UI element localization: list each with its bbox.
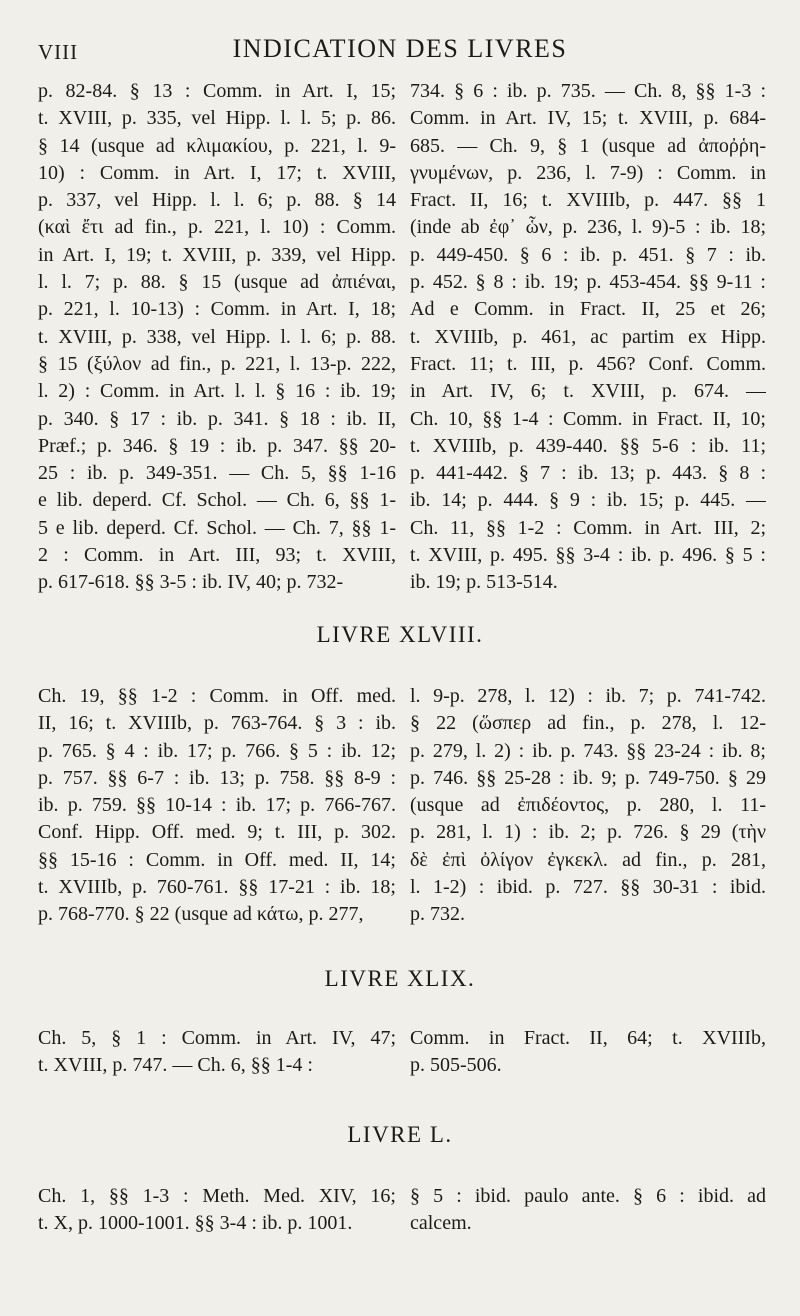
text-line: p. 505-506. [410, 1054, 502, 1077]
text-line: ib. p. 759. §§ 10-14 : ib. 17; p. 766-767. [38, 794, 396, 817]
text-line: Comm. in Fract. II, 64; t. XVIIIb, [410, 1027, 766, 1049]
text-line: γνυμένων, p. 236, l. 7-9) : Comm. in [410, 161, 766, 184]
text-line: (inde ab ἐφ᾽ ὧν, p. 236, l. 9)-5 : ib. 18; [410, 216, 766, 239]
text-line: in Art. I, 19; t. XVIII, p. 339, vel Hipp. [38, 243, 396, 266]
text-line: Præf.; p. 346. § 19 : ib. p. 347. §§ 20- [38, 434, 396, 457]
text-line: p. 281, l. 1) : ib. 2; p. 726. § 29 (τὴν [410, 821, 766, 844]
text-line: 2 : Comm. in Art. III, 93; t. XVIII, [38, 544, 396, 567]
text-line: t. XVIIIb, p. 439-440. §§ 5-6 : ib. 11; [410, 434, 766, 457]
text-line: § 14 (usque ad κλιμακίου, p. 221, l. 9- [38, 134, 396, 157]
section-title-livre-l: LIVRE L. [347, 1122, 453, 1147]
text-line: II, 16; t. XVIIIb, p. 763-764. § 3 : ib. [38, 712, 396, 735]
text-line: t. XVIII, p. 338, vel Hipp. l. l. 6; p. 88. [38, 325, 396, 348]
text-line: p. 617-618. §§ 3-5 : ib. IV, 40; p. 732- [38, 571, 344, 594]
text-line: t. XVIII, p. 495. §§ 3-4 : ib. p. 496. § 5 : [410, 544, 766, 567]
page-number: VIII [38, 40, 79, 64]
text-line: l. 2) : Comm. in Art. l. l. § 16 : ib. 19; [38, 380, 396, 403]
text-line: (usque ad ἐπιδέοντος, p. 280, l. 11- [410, 794, 766, 817]
l-right-column [410, 1183, 766, 1238]
text-line: p. 221, l. 10-13) : Comm. in Art. I, 18; [38, 298, 396, 321]
text-line: p. 732. [410, 903, 465, 926]
text-line: t. X, p. 1000-1001. §§ 3-4 : ib. p. 1001. [38, 1212, 353, 1235]
text-line: (καὶ ἔτι ad fin., p. 221, l. 10) : Comm. [38, 216, 396, 239]
running-title: INDICATION DES LIVRES [232, 34, 568, 63]
text-line: 734. § 6 : ib. p. 735. — Ch. 8, §§ 1-3 : [410, 80, 766, 102]
section-title-livre-xlix: LIVRE XLIX. [324, 966, 476, 991]
text-line: l. 1-2) : ibid. p. 727. §§ 30-31 : ibid. [410, 876, 766, 899]
text-line: p. 452. § 8 : ib. 19; p. 453-454. §§ 9-11 : [410, 271, 766, 294]
text-line: p. 441-442. § 7 : ib. 13; p. 443. § 8 : [410, 462, 766, 485]
text-line: § 22 (ὥσπερ ad fin., p. 278, l. 12- [410, 712, 766, 735]
l-left-column [38, 1183, 396, 1238]
text-line: Ch. 19, §§ 1-2 : Comm. in Off. med. [38, 685, 396, 707]
xlviii-right-column [410, 683, 766, 929]
xlviii-left-column [38, 683, 396, 929]
text-line: p. 757. §§ 6-7 : ib. 13; p. 758. §§ 8-9 : [38, 766, 396, 789]
text-line: Fract. 11; t. III, p. 456? Conf. Comm. [410, 352, 766, 375]
text-line: ib. 19; p. 513-514. [410, 571, 558, 594]
text-line: e lib. deperd. Cf. Schol. — Ch. 6, §§ 1- [38, 489, 396, 512]
page-header [0, 34, 800, 70]
text-line: p. 768-770. § 22 (usque ad κάτω, p. 277, [38, 903, 364, 926]
text-line: 685. — Ch. 9, § 1 (usque ad ἀποῤῥη- [410, 134, 766, 157]
block1-left-column [38, 78, 396, 597]
text-line: Fract. II, 16; t. XVIIIb, p. 447. §§ 1 [410, 189, 766, 212]
text-line: l. 9-p. 278, l. 12) : ib. 7; p. 741-742. [410, 685, 766, 707]
text-line: p. 765. § 4 : ib. 17; p. 766. § 5 : ib. 12; [38, 739, 396, 762]
text-line: §§ 15-16 : Comm. in Off. med. II, 14; [38, 848, 396, 871]
text-line: p. 746. §§ 25-28 : ib. 9; p. 749-750. § 29 [410, 766, 766, 789]
text-line: t. XVIIIb, p. 461, ac partim ex Hipp. [410, 325, 766, 348]
text-line: § 15 (ξύλον ad fin., p. 221, l. 13-p. 222, [38, 352, 396, 375]
text-line: Ch. 11, §§ 1-2 : Comm. in Art. III, 2; [410, 516, 766, 539]
text-line: p. 82-84. § 13 : Comm. in Art. I, 15; [38, 80, 396, 102]
text-line: 10) : Comm. in Art. I, 17; t. XVIII, [38, 161, 396, 184]
text-line: t. XVIII, p. 335, vel Hipp. l. l. 5; p. 86. [38, 107, 396, 130]
text-line: Comm. in Art. IV, 15; t. XVIII, p. 684- [410, 107, 766, 130]
xlix-left-column [38, 1025, 396, 1080]
text-line: l. l. 7; p. 88. § 15 (usque ad ἀπιέναι, [38, 271, 396, 294]
text-line: p. 279, l. 2) : ib. p. 743. §§ 23-24 : ib. 8; [410, 739, 766, 762]
text-line: calcem. [410, 1212, 472, 1235]
text-line: 5 e lib. deperd. Cf. Schol. — Ch. 7, §§ 1- [38, 516, 396, 539]
text-line: t. XVIIIb, p. 760-761. §§ 17-21 : ib. 18; [38, 876, 396, 899]
text-line: Ch. 1, §§ 1-3 : Meth. Med. XIV, 16; [38, 1185, 396, 1207]
text-line: § 5 : ibid. paulo ante. § 6 : ibid. ad [410, 1185, 766, 1207]
text-line: δὲ ἐπὶ ὀλίγον ἐγκεκλ. ad fin., p. 281, [410, 848, 766, 871]
text-line: in Art. IV, 6; t. XVIII, p. 674. — [410, 380, 766, 403]
text-line: 25 : ib. p. 349-351. — Ch. 5, §§ 1-16 [38, 462, 396, 485]
text-line: t. XVIII, p. 747. — Ch. 6, §§ 1-4 : [38, 1054, 313, 1077]
text-line: p. 337, vel Hipp. l. l. 6; p. 88. § 14 [38, 189, 396, 212]
text-line: Ch. 5, § 1 : Comm. in Art. IV, 47; [38, 1027, 396, 1049]
text-line: Conf. Hipp. Off. med. 9; t. III, p. 302. [38, 821, 396, 844]
block1-right-column [410, 78, 766, 597]
text-line: Ch. 10, §§ 1-4 : Comm. in Fract. II, 10; [410, 407, 766, 430]
section-title-livre-xlviii: LIVRE XLVIII. [316, 622, 484, 647]
text-line: ib. 14; p. 444. § 9 : ib. 15; p. 445. — [410, 489, 766, 512]
xlix-right-column [410, 1025, 766, 1080]
text-line: p. 449-450. § 6 : ib. p. 451. § 7 : ib. [410, 243, 766, 266]
text-line: p. 340. § 17 : ib. p. 341. § 18 : ib. II, [38, 407, 396, 430]
text-line: Ad e Comm. in Fract. II, 25 et 26; [410, 298, 766, 321]
